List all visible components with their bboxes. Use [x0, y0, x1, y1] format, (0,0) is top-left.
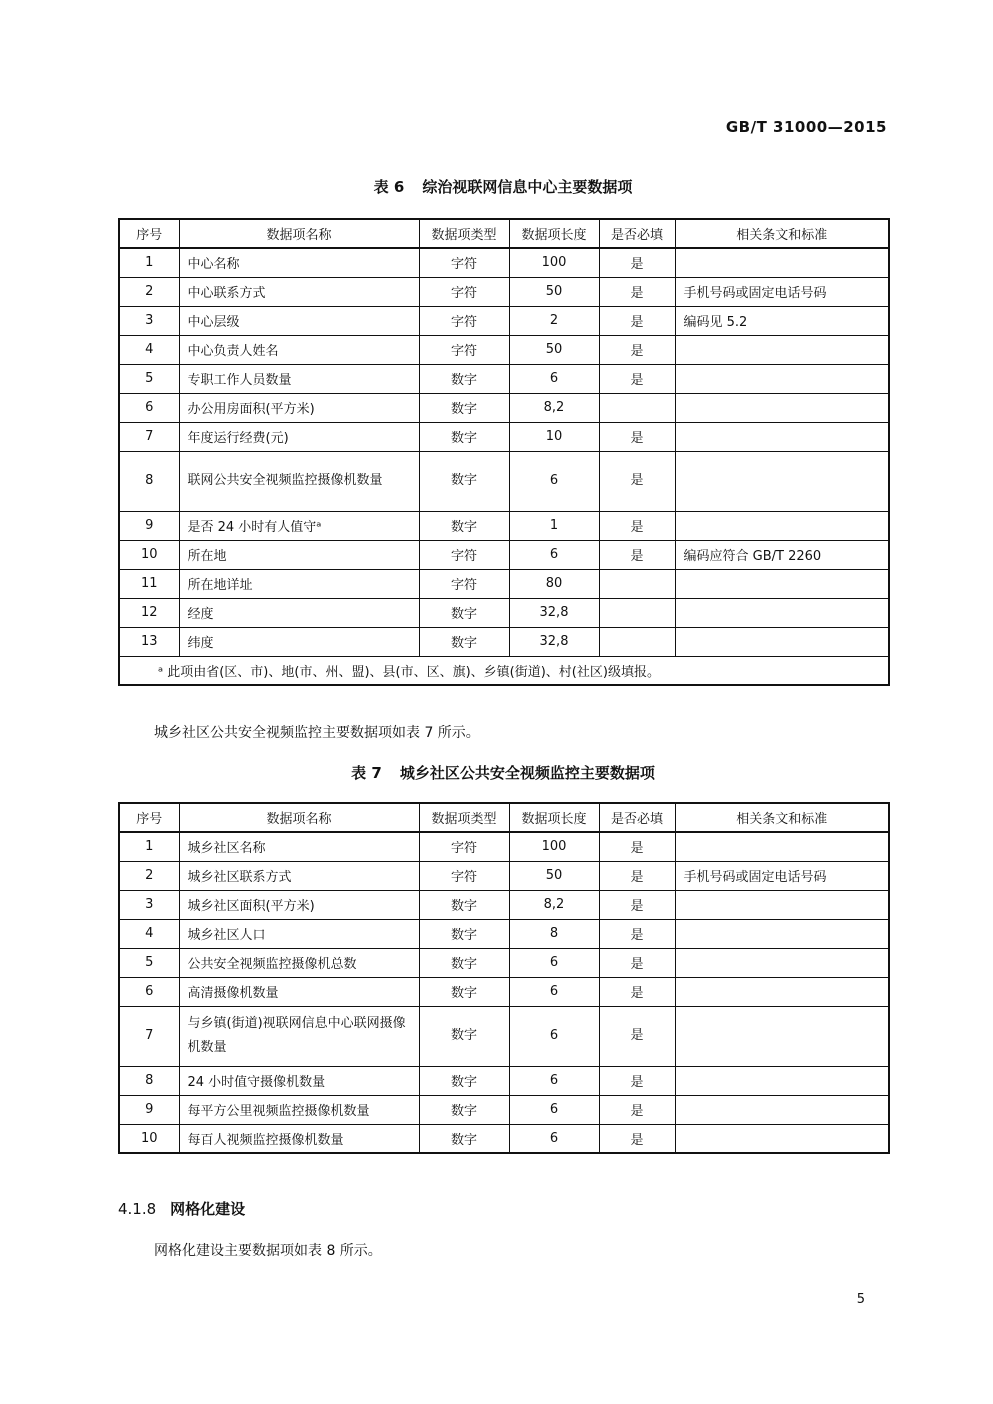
table-row: [119, 306, 889, 335]
cell-type: 数字: [419, 948, 509, 977]
cell-name: 经度: [179, 598, 419, 627]
cell-standard: [675, 832, 889, 861]
cell-length: 50: [509, 861, 599, 890]
cell-name: 中心联系方式: [179, 277, 419, 306]
table-row: [119, 977, 889, 1006]
cell-name: 24 小时值守摄像机数量: [179, 1066, 419, 1095]
cell-seq: 7: [119, 1006, 179, 1066]
cell-seq: 1: [119, 248, 179, 277]
cell-type: 数字: [419, 919, 509, 948]
standard-code: GB/T 31000—2015: [725, 118, 887, 136]
column-header-seq: 序号: [119, 219, 179, 248]
cell-required: 是: [599, 364, 675, 393]
table-row: [119, 364, 889, 393]
cell-name: 办公用房面积(平方米): [179, 393, 419, 422]
cell-name: 公共安全视频监控摄像机总数: [179, 948, 419, 977]
cell-required: [599, 569, 675, 598]
cell-length: 8: [509, 919, 599, 948]
column-header-seq: 序号: [119, 803, 179, 832]
table-footnote: ᵃ 此项由省(区、市)、地(市、州、盟)、县(市、区、旗)、乡镇(街道)、村(社区)级填报。: [119, 656, 889, 685]
cell-name: 是否 24 小时有人值守ᵃ: [179, 511, 419, 540]
cell-standard: [675, 1006, 889, 1066]
cell-standard: [675, 890, 889, 919]
table-row: [119, 1124, 889, 1153]
cell-required: 是: [599, 277, 675, 306]
cell-required: 是: [599, 540, 675, 569]
column-header-type: 数据项类型: [419, 803, 509, 832]
cell-type: 数字: [419, 393, 509, 422]
cell-seq: 9: [119, 511, 179, 540]
cell-seq: 1: [119, 832, 179, 861]
table-row: [119, 598, 889, 627]
cell-seq: 7: [119, 422, 179, 451]
cell-length: 50: [509, 335, 599, 364]
cell-standard: [675, 977, 889, 1006]
cell-name: 所在地: [179, 540, 419, 569]
cell-length: 6: [509, 1006, 599, 1066]
cell-seq: 5: [119, 364, 179, 393]
cell-type: 数字: [419, 1006, 509, 1066]
cell-standard: [675, 569, 889, 598]
cell-standard: [675, 1066, 889, 1095]
cell-required: 是: [599, 451, 675, 511]
cell-required: 是: [599, 1095, 675, 1124]
table6-caption-number: 表 6: [373, 178, 405, 196]
cell-type: 字符: [419, 569, 509, 598]
cell-type: 数字: [419, 451, 509, 511]
cell-seq: 11: [119, 569, 179, 598]
cell-required: 是: [599, 335, 675, 364]
table-row: [119, 890, 889, 919]
table-row: [119, 1066, 889, 1095]
cell-standard: [675, 248, 889, 277]
column-header-type: 数据项类型: [419, 219, 509, 248]
cell-length: 1: [509, 511, 599, 540]
cell-seq: 13: [119, 627, 179, 656]
cell-required: 是: [599, 919, 675, 948]
cell-required: [599, 598, 675, 627]
table-footnote-row: [119, 656, 889, 685]
cell-standard: [675, 422, 889, 451]
cell-type: 数字: [419, 364, 509, 393]
cell-seq: 3: [119, 890, 179, 919]
cell-standard: [675, 1124, 889, 1153]
cell-name: 高清摄像机数量: [179, 977, 419, 1006]
cell-required: 是: [599, 890, 675, 919]
cell-length: 6: [509, 977, 599, 1006]
cell-seq: 2: [119, 277, 179, 306]
column-header-standard: 相关条文和标准: [675, 219, 889, 248]
cell-type: 字符: [419, 248, 509, 277]
cell-seq: 8: [119, 1066, 179, 1095]
cell-type: 字符: [419, 832, 509, 861]
cell-required: 是: [599, 977, 675, 1006]
section-title: 网格化建设: [170, 1200, 246, 1218]
cell-length: 32,8: [509, 627, 599, 656]
section-heading: [118, 1198, 245, 1219]
cell-type: 字符: [419, 540, 509, 569]
cell-required: 是: [599, 422, 675, 451]
table-row: [119, 1006, 889, 1066]
table6-caption: [118, 176, 888, 197]
cell-standard: [675, 335, 889, 364]
table7-caption-title: 城乡社区公共安全视频监控主要数据项: [399, 764, 655, 782]
table-row: [119, 1095, 889, 1124]
cell-required: [599, 627, 675, 656]
cell-required: 是: [599, 511, 675, 540]
cell-type: 数字: [419, 627, 509, 656]
cell-length: 6: [509, 1124, 599, 1153]
cell-length: 8,2: [509, 890, 599, 919]
cell-name: 联网公共安全视频监控摄像机数量: [179, 451, 419, 511]
cell-name: 与乡镇(街道)视联网信息中心联网摄像机数量: [179, 1006, 419, 1066]
table6-caption-title: 综治视联网信息中心主要数据项: [422, 178, 633, 196]
cell-length: 6: [509, 1066, 599, 1095]
cell-name: 城乡社区面积(平方米): [179, 890, 419, 919]
cell-name: 城乡社区人口: [179, 919, 419, 948]
cell-type: 数字: [419, 1124, 509, 1153]
table-row: [119, 540, 889, 569]
cell-required: 是: [599, 832, 675, 861]
cell-length: 8,2: [509, 393, 599, 422]
column-header-standard: 相关条文和标准: [675, 803, 889, 832]
cell-seq: 10: [119, 1124, 179, 1153]
table-row: [119, 422, 889, 451]
table7-caption-number: 表 7: [351, 764, 382, 782]
table-row: [119, 393, 889, 422]
cell-name: 年度运行经费(元): [179, 422, 419, 451]
table-row: [119, 569, 889, 598]
cell-required: 是: [599, 248, 675, 277]
table-row: [119, 335, 889, 364]
cell-seq: 8: [119, 451, 179, 511]
cell-type: 字符: [419, 306, 509, 335]
cell-required: 是: [599, 1066, 675, 1095]
cell-seq: 6: [119, 393, 179, 422]
cell-name: 中心层级: [179, 306, 419, 335]
cell-standard: [675, 1095, 889, 1124]
cell-seq: 4: [119, 919, 179, 948]
cell-seq: 5: [119, 948, 179, 977]
cell-standard: [675, 627, 889, 656]
table-row: [119, 248, 889, 277]
cell-standard: 编码应符合 GB/T 2260: [675, 540, 889, 569]
cell-name: 中心名称: [179, 248, 419, 277]
cell-seq: 10: [119, 540, 179, 569]
cell-length: 6: [509, 540, 599, 569]
table-row: [119, 861, 889, 890]
cell-name: 专职工作人员数量: [179, 364, 419, 393]
cell-type: 数字: [419, 598, 509, 627]
cell-seq: 2: [119, 861, 179, 890]
cell-name: 城乡社区联系方式: [179, 861, 419, 890]
cell-required: 是: [599, 948, 675, 977]
cell-length: 10: [509, 422, 599, 451]
cell-name: 所在地详址: [179, 569, 419, 598]
cell-seq: 6: [119, 977, 179, 1006]
table-row: [119, 511, 889, 540]
cell-name: 纬度: [179, 627, 419, 656]
cell-required: 是: [599, 861, 675, 890]
cell-length: 50: [509, 277, 599, 306]
table7-caption: [118, 762, 888, 783]
table-row: [119, 919, 889, 948]
page-number: 5: [856, 1292, 865, 1307]
table7-header-row: [119, 803, 889, 832]
column-header-name: 数据项名称: [179, 219, 419, 248]
cell-standard: [675, 948, 889, 977]
cell-required: 是: [599, 1006, 675, 1066]
table-row: [119, 451, 889, 511]
column-header-length: 数据项长度: [509, 803, 599, 832]
cell-seq: 4: [119, 335, 179, 364]
table-row: [119, 948, 889, 977]
cell-length: 2: [509, 306, 599, 335]
cell-type: 数字: [419, 422, 509, 451]
cell-required: 是: [599, 1124, 675, 1153]
table-row: [119, 832, 889, 861]
cell-name: 每平方公里视频监控摄像机数量: [179, 1095, 419, 1124]
cell-name: 中心负责人姓名: [179, 335, 419, 364]
cell-type: 数字: [419, 511, 509, 540]
cell-length: 6: [509, 948, 599, 977]
cell-standard: [675, 364, 889, 393]
table-row: [119, 627, 889, 656]
cell-required: 是: [599, 306, 675, 335]
cell-type: 数字: [419, 1066, 509, 1095]
cell-standard: 手机号码或固定电话号码: [675, 277, 889, 306]
cell-seq: 12: [119, 598, 179, 627]
cell-length: 6: [509, 1095, 599, 1124]
cell-type: 字符: [419, 335, 509, 364]
column-header-required: 是否必填: [599, 803, 675, 832]
cell-name: 每百人视频监控摄像机数量: [179, 1124, 419, 1153]
column-header-required: 是否必填: [599, 219, 675, 248]
table7: [118, 802, 890, 1154]
cell-name: 城乡社区名称: [179, 832, 419, 861]
cell-type: 数字: [419, 890, 509, 919]
table6-header-row: [119, 219, 889, 248]
cell-type: 字符: [419, 861, 509, 890]
table6: [118, 218, 890, 686]
cell-length: 6: [509, 451, 599, 511]
cell-standard: [675, 393, 889, 422]
cell-standard: [675, 598, 889, 627]
column-header-length: 数据项长度: [509, 219, 599, 248]
section-number: 4.1.8: [118, 1200, 157, 1218]
cell-standard: 手机号码或固定电话号码: [675, 861, 889, 890]
intro-paragraph: 城乡社区公共安全视频监控主要数据项如表 7 所示。: [154, 725, 480, 741]
cell-length: 80: [509, 569, 599, 598]
column-header-name: 数据项名称: [179, 803, 419, 832]
cell-length: 6: [509, 364, 599, 393]
table-row: [119, 277, 889, 306]
cell-standard: 编码见 5.2: [675, 306, 889, 335]
cell-type: 数字: [419, 977, 509, 1006]
cell-standard: [675, 919, 889, 948]
cell-seq: 9: [119, 1095, 179, 1124]
section-paragraph: 网格化建设主要数据项如表 8 所示。: [154, 1243, 382, 1259]
cell-standard: [675, 451, 889, 511]
cell-standard: [675, 511, 889, 540]
cell-seq: 3: [119, 306, 179, 335]
cell-required: [599, 393, 675, 422]
cell-length: 100: [509, 832, 599, 861]
cell-type: 字符: [419, 277, 509, 306]
cell-length: 100: [509, 248, 599, 277]
cell-length: 32,8: [509, 598, 599, 627]
cell-type: 数字: [419, 1095, 509, 1124]
